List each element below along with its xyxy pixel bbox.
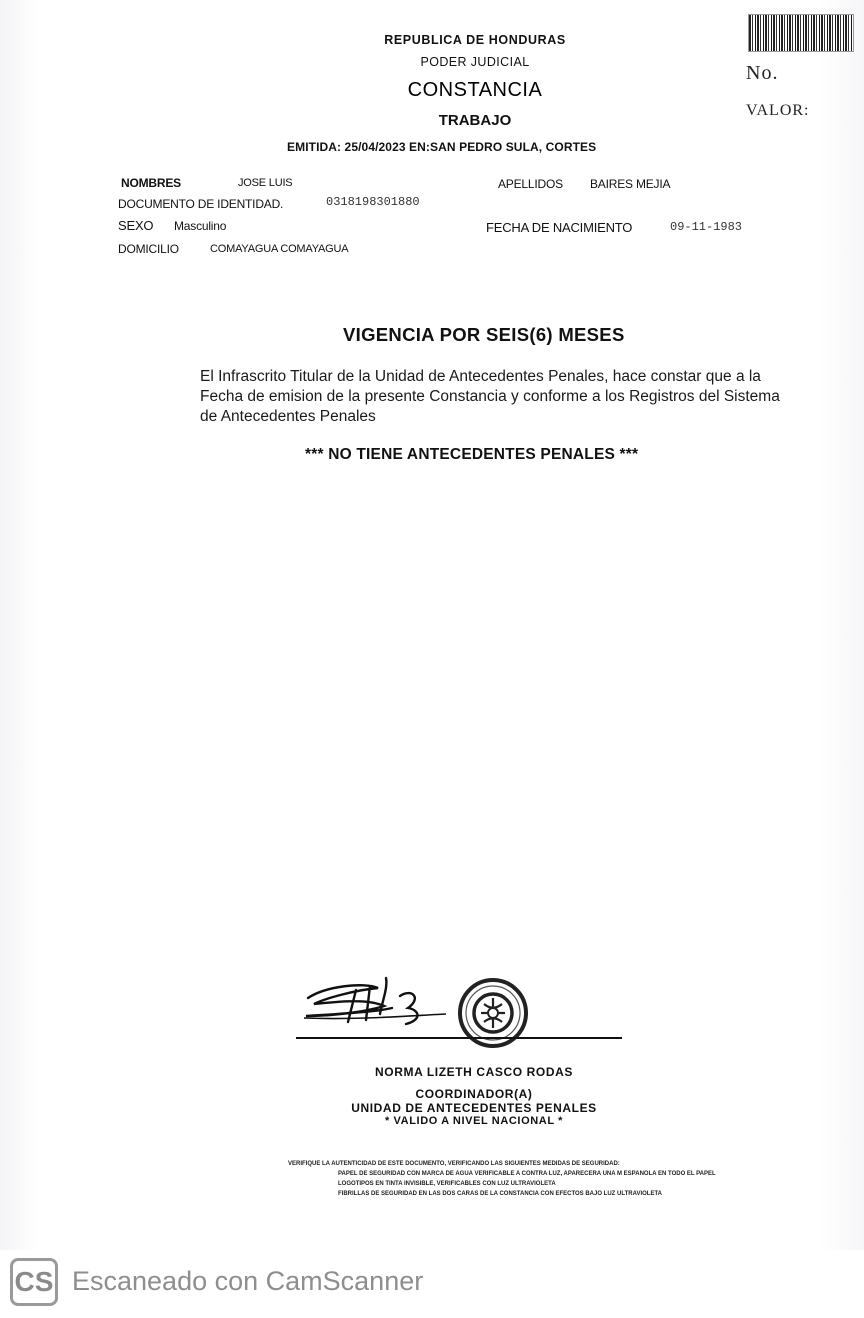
branch-heading: PODER JUDICIAL <box>420 55 530 69</box>
signer-unit: UNIDAD DE ANTECEDENTES PENALES <box>351 1101 597 1115</box>
surnames-value: BAIRES MEJIA <box>590 177 671 191</box>
security-note-2: PAPEL DE SEGURIDAD CON MARCA DE AGUA VERIFICABLE A CONTRA LUZ, APARECERA UNA M ESPANOLA EN TODO EL PAPEL <box>338 1171 716 1177</box>
id-value: 0318198301880 <box>326 195 420 209</box>
surnames-label: APELLIDOS <box>498 177 563 191</box>
certification-paragraph: El Infrascrito Titular de la Unidad de Antecedentes Penales, hace constar que a la Fecha de emision de la presente Constancia y conforme a los Registros del Sistema de Antecedentes Penales <box>200 368 780 425</box>
security-note-1: VERIFIQUE LA AUTENTICIDAD DE ESTE DOCUMENTO, VERIFICANDO LAS SIGUIENTES MEDIDAS DE SEGURIDAD: <box>288 1161 620 1167</box>
camscanner-watermark-text: Escaneado con CamScanner <box>72 1266 424 1296</box>
issued-line: EMITIDA: 25/04/2023 EN:SAN PEDRO SULA, CORTES <box>287 140 597 154</box>
address-label: DOMICILIO <box>118 242 179 256</box>
purpose-heading: TRABAJO <box>438 112 512 129</box>
security-note-3: LOGOTIPOS EN TINTA INVISIBLE, VERIFICABLES CON LUZ ULTRAVIOLETA <box>338 1181 556 1187</box>
id-label: DOCUMENTO DE IDENTIDAD. <box>118 197 284 211</box>
republic-heading: REPUBLICA DE HONDURAS <box>384 33 566 47</box>
sex-label: SEXO <box>118 218 154 233</box>
result-statement: *** NO TIENE ANTECEDENTES PENALES *** <box>305 446 639 463</box>
validity-heading: VIGENCIA POR SEIS(6) MESES <box>343 324 625 345</box>
birth-value: 09-11-1983 <box>670 220 743 234</box>
validity-scope: * VALIDO A NIVEL NACIONAL * <box>385 1115 563 1127</box>
names-value: JOSE LUIS <box>238 177 293 189</box>
camscanner-logo-icon: CS <box>10 1258 58 1306</box>
signer-name: NORMA LIZETH CASCO RODAS <box>375 1065 573 1079</box>
names-label: NOMBRES <box>121 176 181 190</box>
signature-line <box>296 1037 622 1039</box>
security-note-4: FIBRILLAS DE SEGURIDAD EN LAS DOS CARAS DE LA CONSTANCIA CON EFECTOS BAJO LUZ ULTRAVIOLETA <box>338 1191 663 1197</box>
value-label: VALOR: <box>746 102 810 119</box>
number-label: No. <box>746 62 779 84</box>
signer-title: COORDINADOR(A) <box>415 1087 533 1101</box>
birth-label: FECHA DE NACIMIENTO <box>486 220 633 235</box>
sex-value: Masculino <box>174 219 227 233</box>
address-value: COMAYAGUA COMAYAGUA <box>210 243 349 255</box>
document-title: CONSTANCIA <box>407 79 543 101</box>
official-seal-stamp <box>456 976 532 1052</box>
